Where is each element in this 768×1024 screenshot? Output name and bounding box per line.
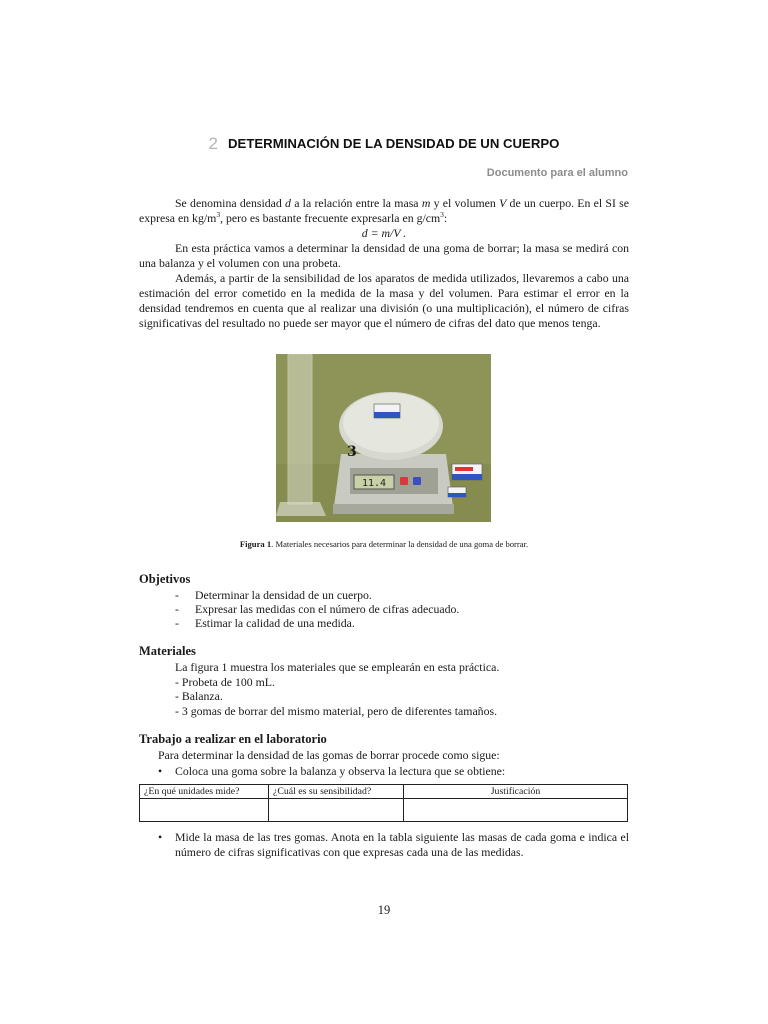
scale-mark: 3 [347,444,357,460]
document-label: Documento para el alumno [486,167,628,179]
materiales-list [175,660,499,718]
table-header-cell: Justificación [404,785,628,799]
figure-caption-text: . Materiales necesarios para determinar la densidad de una goma de borrar. [271,539,529,549]
table-header-cell: ¿En qué unidades mide? [140,785,269,799]
bullet-icon: • [158,764,163,778]
figure-photo [276,354,491,522]
scale-readout: 11.4 [361,478,387,489]
density-formula: d = m/V . [361,226,407,240]
objetivos-list [175,588,459,630]
materiales-heading: Materiales [139,644,196,658]
list-item: - Determinar la densidad de un cuerpo. [175,588,459,602]
answer-cell[interactable] [404,799,628,822]
list-item: - Balanza. [175,689,223,703]
laboratorio-intro: Para determinar la densidad de las gomas de borrar procede como sigue: [158,748,500,762]
intro-paragraph-3: Además, a partir de la sensibilidad de los aparatos de medida utilizados, llevaremos a cabo una estimación del error cometido en la medida de la masa y del volumen. Para estimar el error en la densidad tendremos en cuenta que al realizar una división (o una multiplicación), el número de cifras significativas del resultado no puede ser mayor que el número de cifras del dato que menos tenga. [139,271,629,330]
list-item: - 3 gomas de borrar del mismo material, pero de diferentes tamaños. [175,703,498,718]
table-header-cell: ¿Cuál es su sensibilidad? [269,785,404,799]
list-item: - Estimar la calidad de una medida. [175,616,459,630]
title-text: DETERMINACIÓN DE LA DENSIDAD DE UN CUERPO [228,136,560,151]
figure-caption [0,539,768,549]
bullet-item: • Mide la masa de las tres gomas. Anota en la tabla siguiente las masas de cada goma e indica el número de cifras significativas con que expresas cada una de las medidas. [158,830,629,859]
objetivos-heading: Objetivos [139,572,191,586]
list-item: - Expresar las medidas con el número de cifras adecuado. [175,602,459,616]
bullet-icon: • [158,830,163,844]
page-number: 19 [377,903,391,917]
chapter-number: 2 [208,134,219,153]
list-item: - Probeta de 100 mL. [175,674,275,689]
list-item: La figura 1 muestra los materiales que se emplearán en esta práctica. [175,660,500,674]
laboratorio-heading: Trabajo a realizar en el laboratorio [139,732,327,746]
intro-paragraph-2: En esta práctica vamos a determinar la densidad de una goma de borrar; la masa se medirá con una balanza y el volumen con una probeta. [139,241,629,270]
lab-materials-photo [276,354,491,522]
answer-table [139,784,628,822]
bullet-item: • Coloca una goma sobre la balanza y observa la lectura que se obtiene: [158,764,506,778]
figure-label: Figura 1 [239,539,272,549]
table-row [140,799,628,822]
page-title [0,134,768,154]
answer-cell[interactable] [140,799,269,822]
intro-paragraph-1: Se denomina densidad d a la relación entre la masa m y el volumen V de un cuerpo. En el SI se expresa en $kg/m^3$, pero es bastante frecuente expresarla en $g/cm^3$: [139,196,630,225]
table-header-row [140,785,628,799]
answer-cell[interactable] [269,799,404,822]
intro-text [139,196,629,331]
